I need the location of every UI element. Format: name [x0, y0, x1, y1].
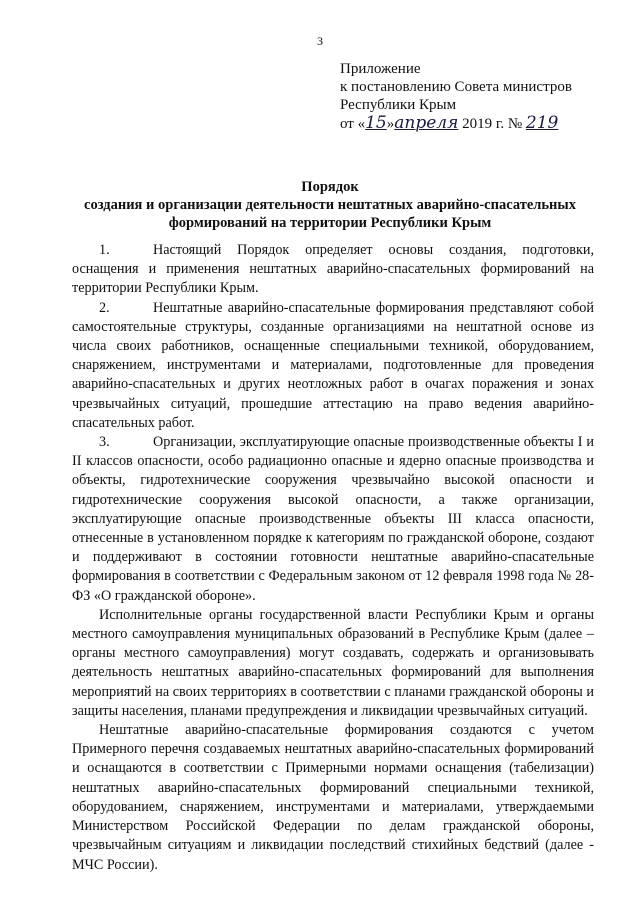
document-body: [72, 241, 594, 875]
page-number: 3: [317, 34, 323, 48]
doc-number-handwritten: 219: [525, 113, 559, 133]
appendix-block: [340, 60, 572, 133]
title-line-1: Порядок: [301, 179, 359, 195]
date-mid: »: [386, 116, 395, 132]
paragraph-3: [72, 433, 594, 606]
title-line-2: создания и организации деятельности нештатных аварийно-спасательных: [84, 197, 576, 213]
paragraph-number: 3.: [99, 434, 110, 451]
document-title: [60, 178, 600, 232]
paragraph-text: Настоящий Порядок определяет основы создания, подготовки, оснащения и применения нештатных аварийно-спасательных формирований на территории Республики Крым.: [72, 242, 594, 297]
appendix-label: Приложение: [340, 61, 421, 77]
paragraph-3-continued: Исполнительные органы государственной власти Республики Крым и органы местного самоуправления муниципальных образований в Республике Крым (далее – органы местного самоуправления) могут создавать, содержать и организовывать деятельность нештатных аварийно-спасательных формирований для выполнения мероприятий на своих территориях в соответствии с планами гражданской обороны и защиты населения, планами предупреждения и ликвидации чрезвычайных ситуаций.: [72, 606, 594, 719]
paragraph-text: Организации, эксплуатирующие опасные производственные объекты I и II классов опасности, особо радиационно опасные и ядерно опасные производства и объекты, гидротехнические сооружения чрезвычайно высокой опасности и гидротехнические сооружения высокой опасности, а также организации, эксплуатирующие опасные производственные объекты III класса опасности, отнесенные в установленном порядке к категориям по гражданской обороне, создают и поддерживают в состоянии готовности нештатные аварийно-спасательные формирования в соответствии с Федеральным законом от 12 февраля 1998 года № 28-ФЗ «О гражданской обороне».: [72, 434, 594, 604]
appendix-republic: Республики Крым: [340, 97, 457, 113]
paragraph-number: 1.: [99, 242, 110, 258]
date-prefix: от «: [340, 116, 366, 132]
paragraph-number: 2.: [99, 299, 110, 316]
paragraph-2: [72, 299, 594, 433]
paragraph-3-equipment: Нештатные аварийно-спасательные формирования создаются с учетом Примерного перечня создаваемых нештатных аварийно-спасательных формирований и оснащаются в соответствии с Примерными нормами оснащения (табелизации) нештатных аварийно-спасательных формирований специальными техникой, оборудованием, снаряжением, инструментами и материалами, утверждаемыми Министерством Российской Федерации по делам гражданской обороны, чрезвычайным ситуациям и ликвидации последствий стихийных бедствий (далее - МЧС России).: [72, 722, 594, 873]
title-line-3: формирований на территории Республики Крым: [168, 215, 492, 231]
date-year: 2019 г. №: [458, 116, 526, 132]
date-day-handwritten: 15: [365, 113, 387, 133]
paragraph-text: Нештатные аварийно-спасательные формирования представляют собой самостоятельные структуры, созданные организациями на нештатной основе из числа своих работников, оснащенные специальными техникой, оборудованием, снаряжением, инструментами и материалами, подготовленные для проведения аварийно-спасательных и других неотложных работ в очагах поражения и зонах чрезвычайных ситуаций, прошедшие аттестацию на право ведения аварийно-спасательных работ.: [72, 299, 594, 431]
appendix-resolution: к постановлению Совета министров: [340, 79, 572, 95]
paragraph-1: [72, 241, 594, 299]
appendix-date-line: [340, 114, 572, 133]
date-month-handwritten: апреля: [394, 113, 459, 133]
